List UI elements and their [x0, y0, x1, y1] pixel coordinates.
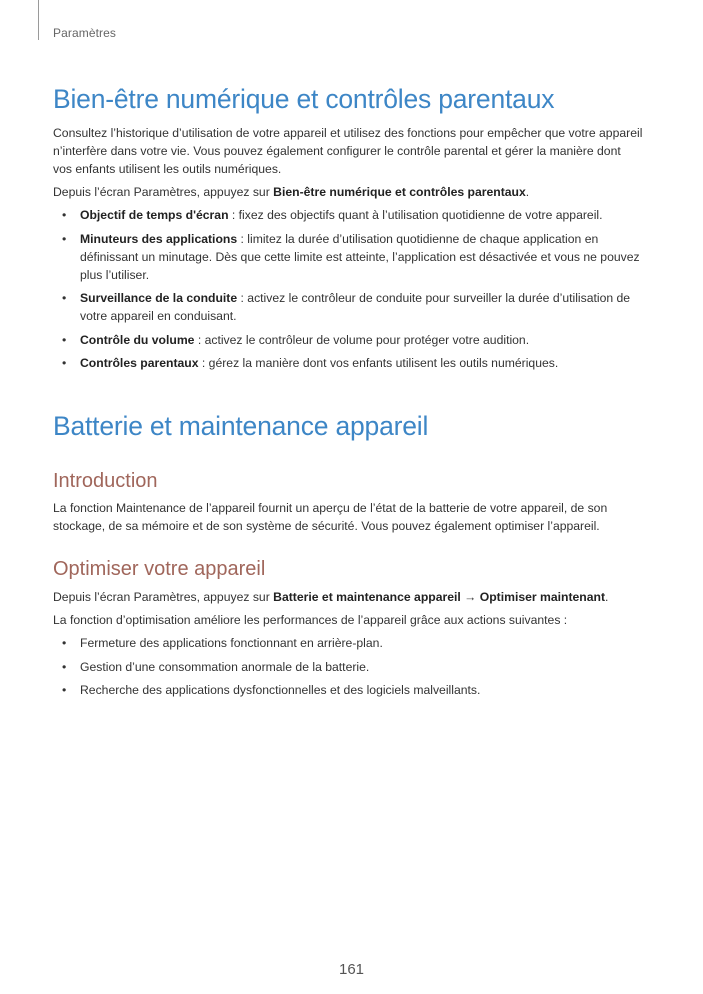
path-menu-item: Batterie et maintenance appareil	[273, 590, 461, 604]
list-item	[53, 331, 643, 349]
subheading-optimize: Optimiser votre appareil	[53, 558, 266, 580]
page-number: 161	[338, 961, 365, 978]
list-item-term: Surveillance de la conduite	[80, 291, 238, 305]
path-suffix: .	[605, 590, 609, 604]
optimize-lead-paragraph: La fonction d’optimisation améliore les performances de l’appareil grâce aux actions suivantes :	[53, 613, 568, 627]
settings-path-paragraph	[53, 183, 643, 201]
list-item	[53, 206, 643, 224]
list-item	[53, 354, 643, 372]
list-item-desc: : activez le contrôleur de conduite pour surveiller la durée d’utilisation de votre appareil en conduisant.	[80, 291, 631, 323]
optimize-action-list	[53, 634, 643, 699]
list-item-desc: : fixez des objectifs quant à l’utilisation quotidienne de votre appareil.	[228, 208, 603, 222]
path-prefix: Depuis l’écran Paramètres, appuyez sur	[53, 590, 274, 604]
list-item-desc: : gérez la manière dont vos enfants utilisent les outils numériques.	[198, 356, 559, 370]
introduction-paragraph: La fonction Maintenance de l’appareil fournit un aperçu de l’état de la batterie de votre appareil, de son stockage, de sa mémoire et de son système de sécurité. Vous pouvez également optimiser l’appareil.	[53, 501, 608, 533]
list-item-term: Contrôles parentaux	[80, 356, 199, 370]
list-item-term: Contrôle du volume	[80, 332, 195, 347]
header-section-label: Paramètres	[53, 26, 117, 40]
arrow-icon: →	[460, 590, 480, 604]
list-item-term: Minuteurs des applications	[80, 231, 238, 246]
list-item-term: Objectif de temps d'écran	[80, 208, 229, 222]
list-item: • Recherche des applications dysfonctionnelles et des logiciels malveillants.	[53, 681, 643, 699]
list-item	[53, 289, 643, 325]
list-item-desc: : activez le contrôleur de volume pour protéger votre audition.	[194, 332, 530, 347]
header-divider	[38, 0, 39, 40]
path-menu-item: Bien-être numérique et contrôles parentaux	[273, 185, 526, 199]
list-item: • Fermeture des applications fonctionnant en arrière-plan.	[53, 634, 643, 652]
section-intro-paragraph: Consultez l’historique d’utilisation de votre appareil et utilisez des fonctions pour empêcher que votre appareil n’interfère dans votre vie. Vous pouvez également configurer le contrôle parental et gérer la manière dont vos enfants utilisent les outils numériques.	[53, 126, 643, 176]
list-item: • Gestion d’une consommation anormale de la batterie.	[53, 658, 643, 676]
list-item-desc: : limitez la durée d’utilisation quotidienne de chaque application en définissant un minutage. Dès que cette limite est atteinte, l’application est désactivée et vous ne pouvez plus l’utiliser.	[80, 231, 640, 282]
page-content	[53, 82, 643, 705]
subheading-introduction: Introduction	[53, 470, 158, 492]
list-item	[53, 230, 643, 284]
section-title-battery-maintenance: Batterie et maintenance appareil	[53, 411, 429, 441]
path-prefix: Depuis l’écran Paramètres, appuyez sur	[53, 185, 274, 199]
path-menu-item: Optimiser maintenant	[479, 590, 606, 604]
feature-list	[53, 206, 643, 372]
path-suffix: .	[525, 185, 530, 199]
optimize-path-paragraph	[53, 588, 643, 606]
section-title-digital-wellbeing: Bien-être numérique et contrôles parentaux	[53, 84, 555, 114]
